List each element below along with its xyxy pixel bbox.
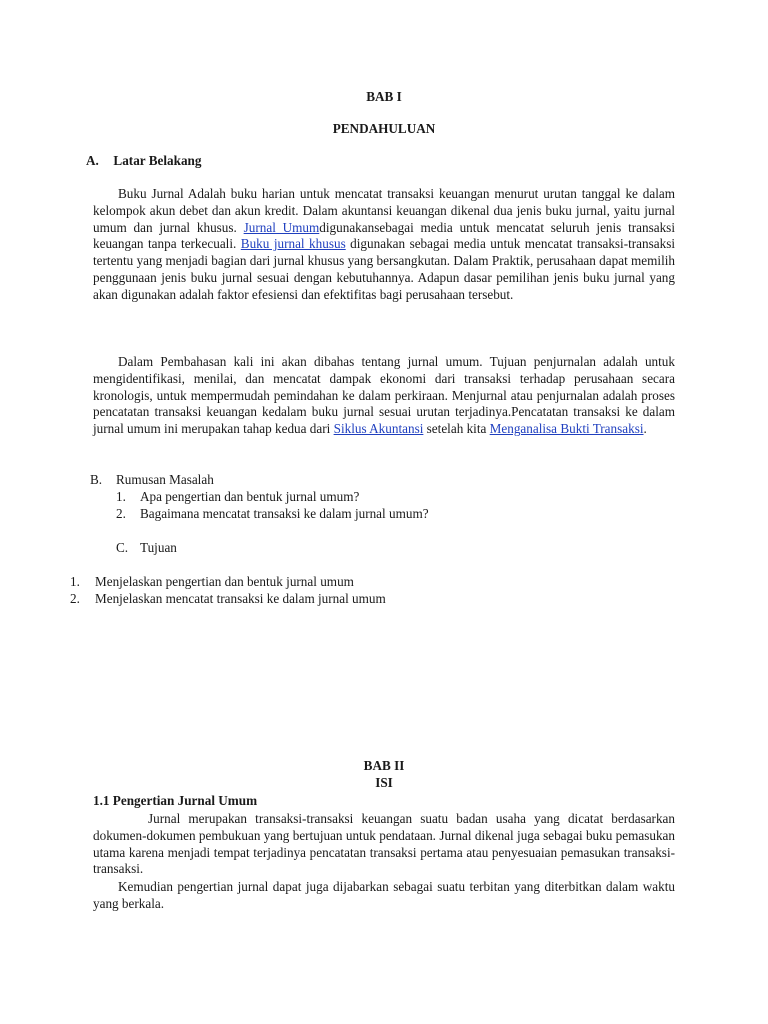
bab2-title: BAB II [363,758,405,773]
list-item: 1. Apa pengertian dan bentuk jurnal umum? [116,489,360,504]
section-b-heading [90,472,214,488]
bab1-title: BAB I [366,89,402,104]
siklus-akuntansi-link[interactable]: Siklus Akuntansi [333,421,424,437]
section-b-marker: B. [90,472,103,487]
section-a-marker: A. [86,153,99,168]
section-c-heading [116,540,177,556]
buku-jurnal-khusus-link[interactable]: Buku jurnal khusus [240,236,346,252]
bab1-subtitle: PENDAHULUAN [332,121,436,136]
section-c-title: Tujuan [140,540,177,555]
list-item: 2. Menjelaskan mencatat transaksi ke dalam jurnal umum [70,591,386,606]
pengertian-paragraph-1: Jurnal merupakan transaksi-transaksi keuangan suatu badan usaha yang dicatat berdasarkan dokumen-dokumen pembukuan yang bertujuan untuk pendataan. Jurnal dikenal juga sebagai buku pemasukan utama karena menjadi tempat terjadinya pencatatan transaksi pertama atau penyesuaian pemasukan transaksi-transaksi. [93,811,675,877]
section-a-title: Latar Belakang [113,153,202,168]
section-1-1-title: 1.1 Pengertian Jurnal Umum [93,793,258,808]
latar-belakang-paragraph-2: Dalam Pembahasan kali ini akan dibahas tentang jurnal umum. Tujuan penjurnalan adalah untuk mengidentifikasi, menilai, dan mencatat dampak ekonomi dari transaksi terhadap perusahaan secara kronologis, untuk mempermudah pemindahan ke dalam perkiraan. Menjurnal atau penjurnalan adalah proses pencatatan transaksi keuangan kedalam buku jurnal sesuai urutan terjadinya.Pencatatan transaksi ke dalam jurnal umum ini merupakan tahap kedua dari Siklus Akuntansi setelah kita Menganalisa Bukti Transaksi. [93,354,675,437]
menganalisa-bukti-transaksi-link[interactable]: Menganalisa Bukti Transaksi [489,421,644,437]
bab2-subtitle: ISI [375,775,393,790]
list-item: 2. Bagaimana mencatat transaksi ke dalam jurnal umum? [116,506,429,521]
pengertian-paragraph-2: Kemudian pengertian jurnal dapat juga dijabarkan sebagai suatu terbitan yang diterbitkan dalam waktu yang berkala. [93,879,675,911]
section-b-title: Rumusan Masalah [116,472,214,487]
section-a-heading [86,153,201,169]
jurnal-umum-link[interactable]: Jurnal Umum [243,219,320,235]
latar-belakang-paragraph-1: Buku Jurnal Adalah buku harian untuk mencatat transaksi keuangan menurut urutan tanggal ke dalam kelompok akun debet dan akun kredit. Dalam akuntansi keuangan dikenal dua jenis buku jurnal, yaitu jurnal umum dan jurnal khusus. Jurnal Umumdigunakansebagai media untuk mencatat seluruh jenis transaksi keuangan tanpa terkecuali. Buku jurnal khusus digunakan sebagai media untuk mencatat transaksi-transaksi tertentu yang menjadi bagian dari jurnal khusus yang bersangkutan. Dalam Praktik, perusahaan dapat memilih penggunaan jenis buku jurnal sesuai dengan kebutuhannya. Adapun dasar pemilihan jenis buku jurnal yang akan digunakan adalah faktor efesiensi dan efektifitas bagi perusahaan tersebut. [93,186,675,302]
list-item: 1. Menjelaskan pengertian dan bentuk jurnal umum [70,574,354,589]
section-c-marker: C. [116,540,129,555]
